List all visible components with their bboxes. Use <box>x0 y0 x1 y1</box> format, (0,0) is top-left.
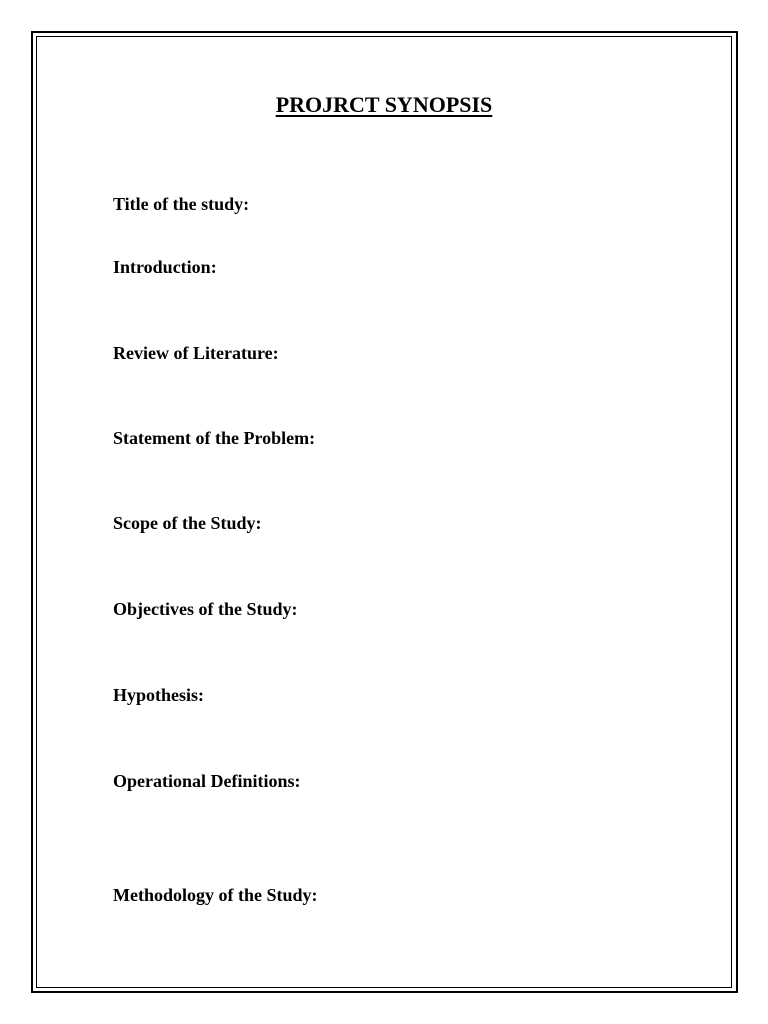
section-heading-review-literature: Review of Literature: <box>113 343 279 363</box>
section-heading-methodology: Methodology of the Study: <box>113 885 318 905</box>
section-heading-title: Title of the study: <box>113 194 250 214</box>
section-heading-scope: Scope of the Study: <box>113 513 262 533</box>
section-heading-objectives: Objectives of the Study: <box>113 599 298 619</box>
section-heading-introduction: Introduction: <box>113 257 217 277</box>
section-heading-statement-problem: Statement of the Problem: <box>113 428 316 448</box>
section-heading-hypothesis: Hypothesis: <box>113 685 205 705</box>
document-title: PROJRCT SYNOPSIS <box>275 92 493 117</box>
section-heading-operational-definitions: Operational Definitions: <box>113 771 301 791</box>
